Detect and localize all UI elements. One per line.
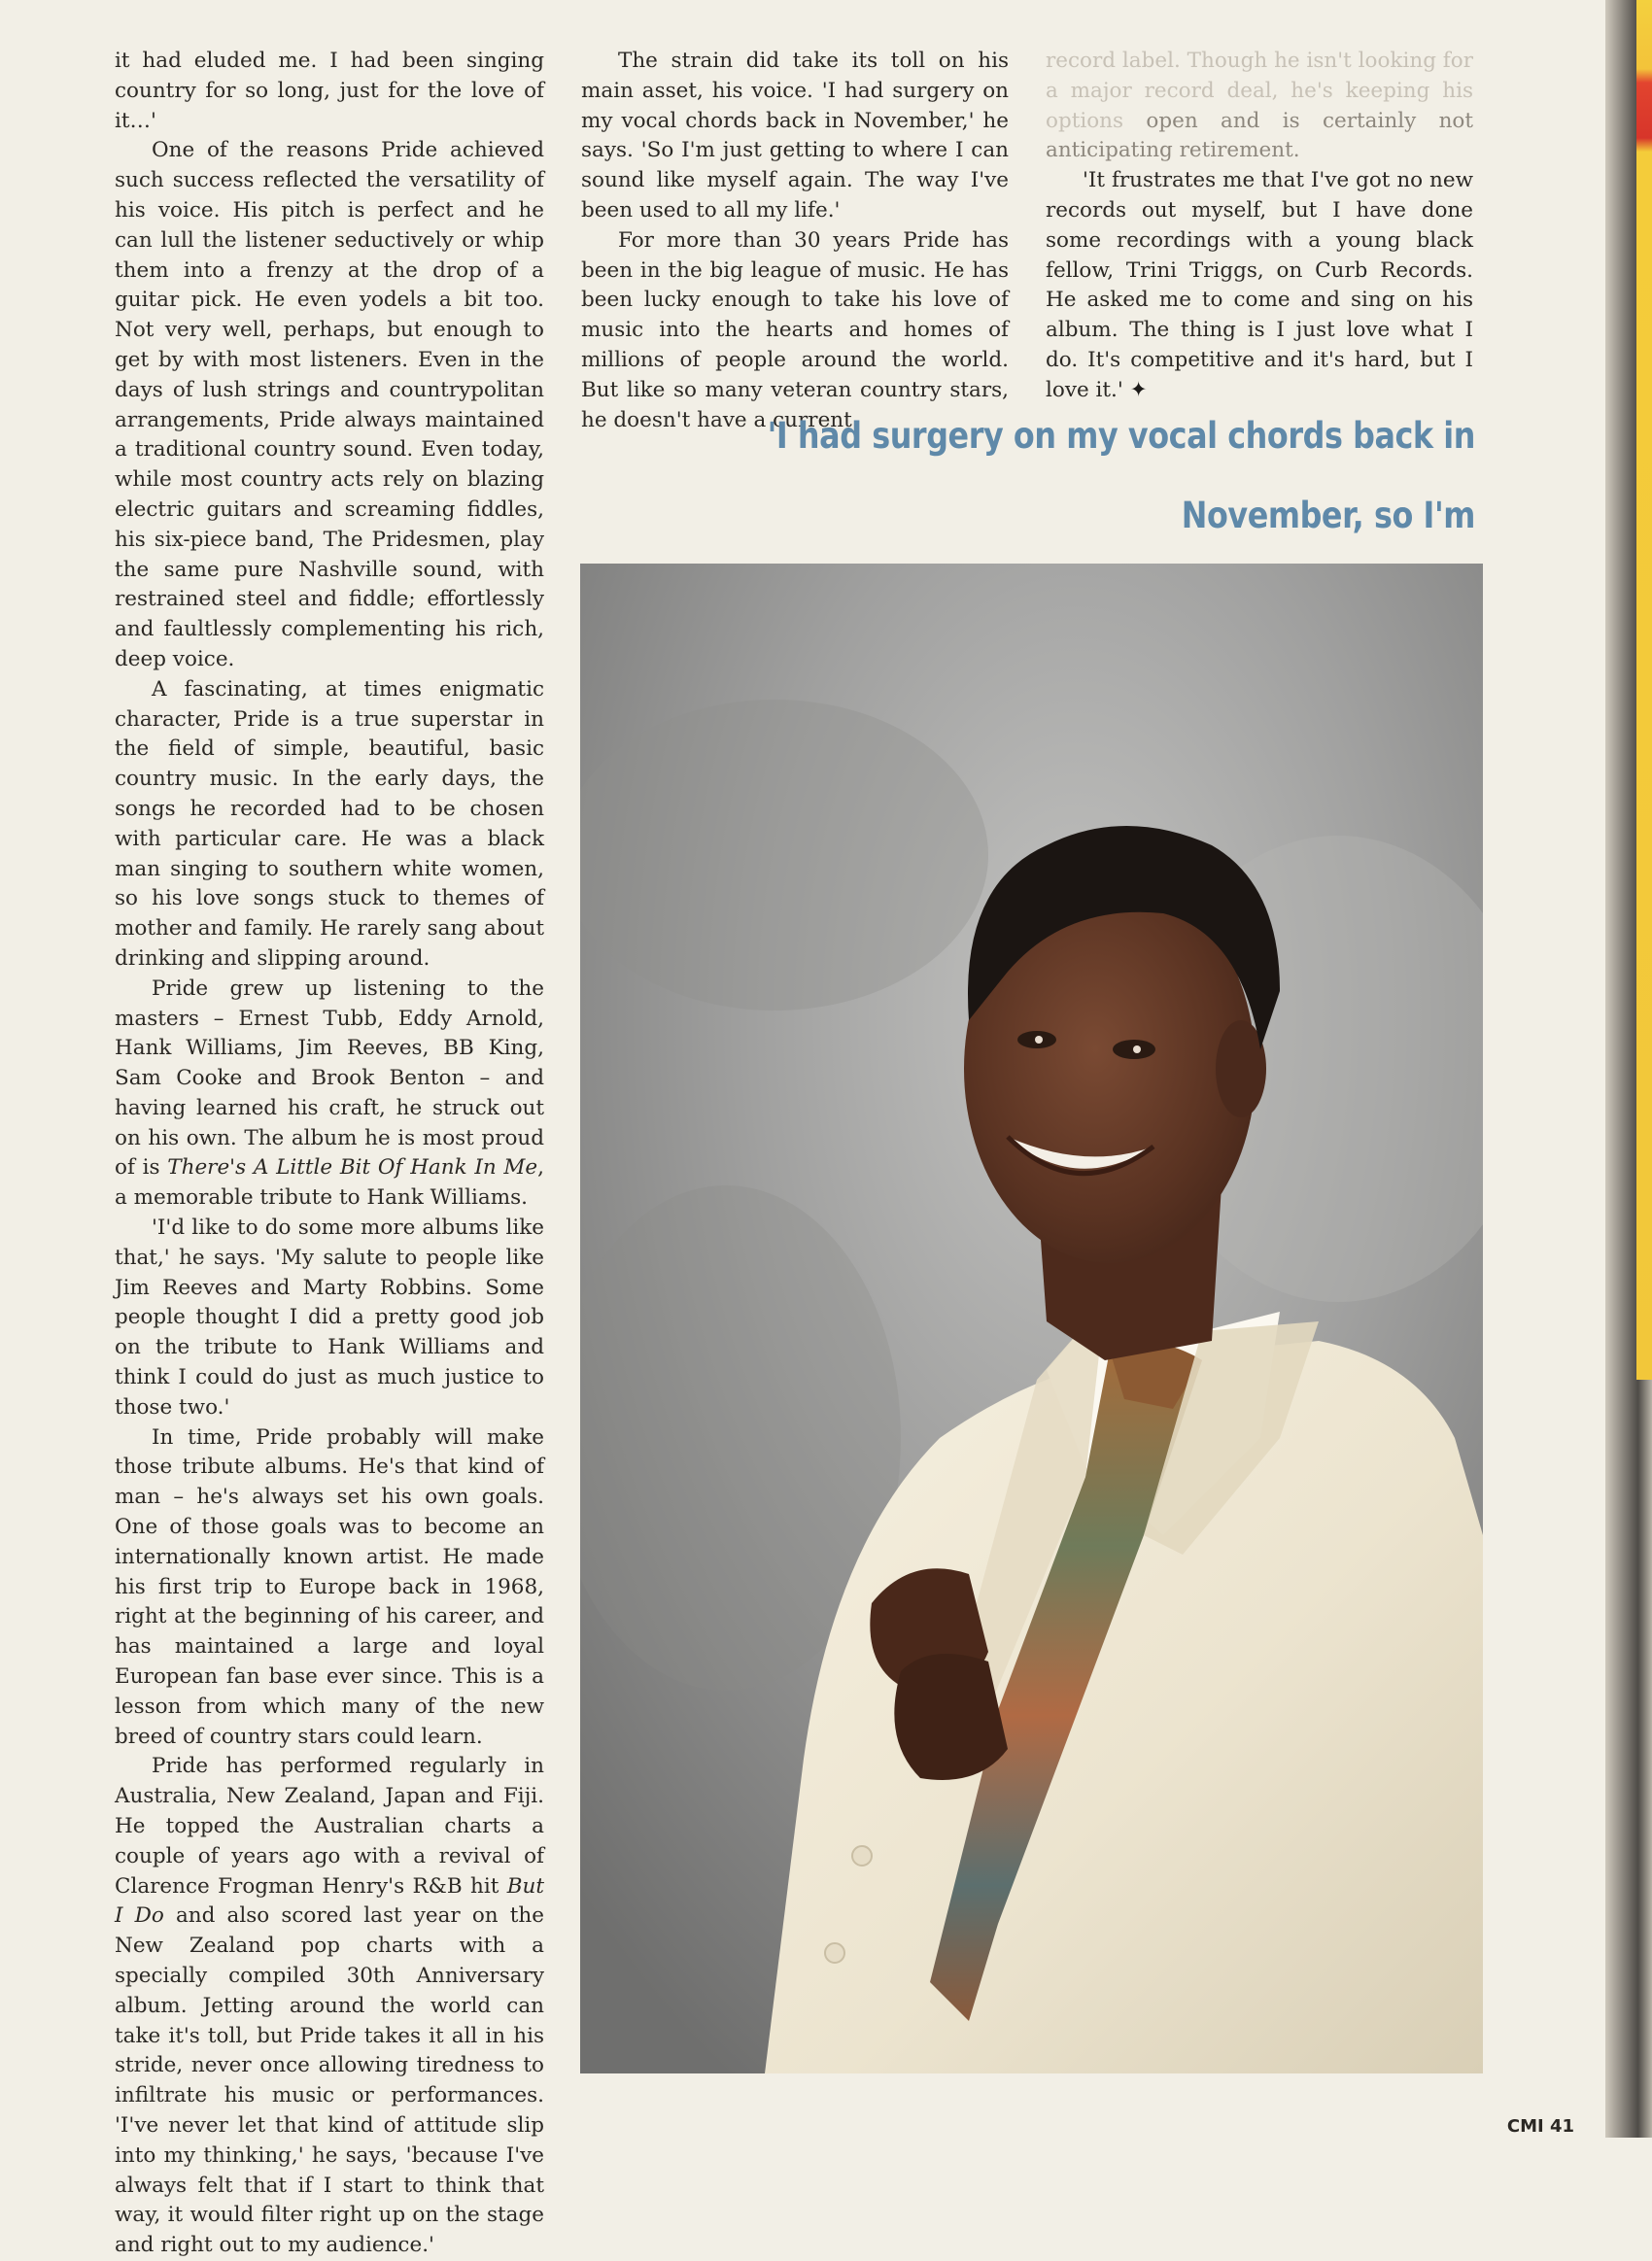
paragraph: One of the reasons Pride achieved such success reflected the versatility of his voice. His pitch is perfect and he can lull the listener seductively or whip them into a frenzy at the drop of a guitar pick. He even yodels a bit too. Not very well, perhaps, but enough to get by with most listeners. Even in the days of lush strings and countrypolitan arrangements, Pride always maintained a traditional country sound. Even today, while most country acts rely on blazing electric guitars and screaming fiddles, his six-piece band, The Pridesmen, play the same pure Nashville sound, with restrained steel and fiddle; effortlessly and faultlessly complementing his rich, deep voice. — [115, 138, 544, 671]
article-column-2 — [581, 47, 1009, 435]
paragraph — [115, 975, 544, 1214]
portrait-photo — [580, 564, 1483, 2073]
page-folio: CMI 41 — [1506, 2116, 1574, 2137]
song-title: But I Do — [115, 1873, 544, 1929]
next-page-edge — [1636, 0, 1652, 1380]
paragraph: it had eluded me. I had been singing country for so long, just for the love of it…' — [115, 49, 544, 133]
paragraph — [115, 1752, 544, 2261]
text-run: Pride grew up listening to the masters – Ernest Tubb, Eddy Arnold, Hank Williams, Jim Reeves, BB King, Sam Cooke and Brook Benton – and having learned his craft, he struck out on his own. The album he is most proud of is — [115, 976, 544, 1181]
paragraph: The strain did take its toll on his main asset, his voice. 'I had surgery on my vocal chords back in November,' he says. 'So I'm just getting to where I can sound like myself again. The way I've been used to all my life.' — [581, 49, 1009, 223]
paragraph — [1046, 47, 1473, 166]
article-column-1 — [115, 47, 544, 2261]
paragraph: A fascinating, at times enigmatic character, Pride is a true superstar in the field of simple, beautiful, basic country music. In the early days, the songs he recorded had to be chosen with particular care. He was a black man singing to southern white women, so his love songs stuck to themes of mother and family. He rarely sang about drinking and slipping around. — [115, 676, 544, 971]
text-run: Pride has performed regularly in Australia, New Zealand, Japan and Fiji. He topped the Australian charts a couple of years ago with a revival of Clarence Frogman Henry's R&B hit — [115, 1754, 544, 1899]
paragraph: 'I'd like to do some more albums like that,' he says. 'My salute to people like Jim Reeves and Marty Robbins. Some people thought I did a pretty good job on the tribute to Hank Williams and think I could do just as much justice to those two.' — [115, 1216, 544, 1420]
faded-print-text: record label. Though he isn't looking for a major record deal, he's keeping his options — [1046, 49, 1473, 133]
text-run: 'It frustrates me that I've got no new records out myself, but I have done some recordings with a young black fellow, Trini Triggs, on Curb Records. He asked me to come and sing on his album. The thing is I just love what I do. It's competitive and it's hard, but I love it.' — [1046, 168, 1473, 402]
text-run: and also scored last year on the New Zealand pop charts with a specially compiled 30th Anniversary album. Jetting around the world can take it's toll, but Pride takes it all in his stride, never once allowing tiredness to infiltrate his music or performances. 'I've never let that kind of attitude slip into my thinking,' he says, 'because I've always felt that if I start to think that way, it would filter right up on the stage and right out to my audience.' — [115, 1903, 544, 2258]
pull-quote-line-1: 'I had surgery on my vocal chords back in November, so I'm — [767, 415, 1475, 536]
paragraph — [1046, 166, 1473, 405]
end-mark-icon: ✦ — [1122, 377, 1148, 402]
portrait-illustration — [580, 564, 1483, 2073]
album-title: There's A Little Bit Of Hank In Me — [167, 1155, 538, 1181]
article-column-3 — [1046, 47, 1473, 406]
text-run: , a memorable tribute to Hank Williams. — [115, 1155, 544, 1211]
paragraph: In time, Pride probably will make those tribute albums. He's that kind of man – he's always set his own goals. One of those goals was to become an internationally known artist. He made his first trip to Europe back in 1968, right at the beginning of his career, and has maintained a large and loyal European fan base ever since. This is a lesson from which many of the new breed of country stars could learn. — [115, 1424, 544, 1749]
text-run: open and is certainly not anticipating retirement. — [1046, 108, 1473, 163]
paragraph: For more than 30 years Pride has been in the big league of music. He has been lucky enough to take his love of music into the hearts and homes of millions of people around the world. But like so many veteran country stars, he doesn't have a current — [581, 227, 1009, 432]
